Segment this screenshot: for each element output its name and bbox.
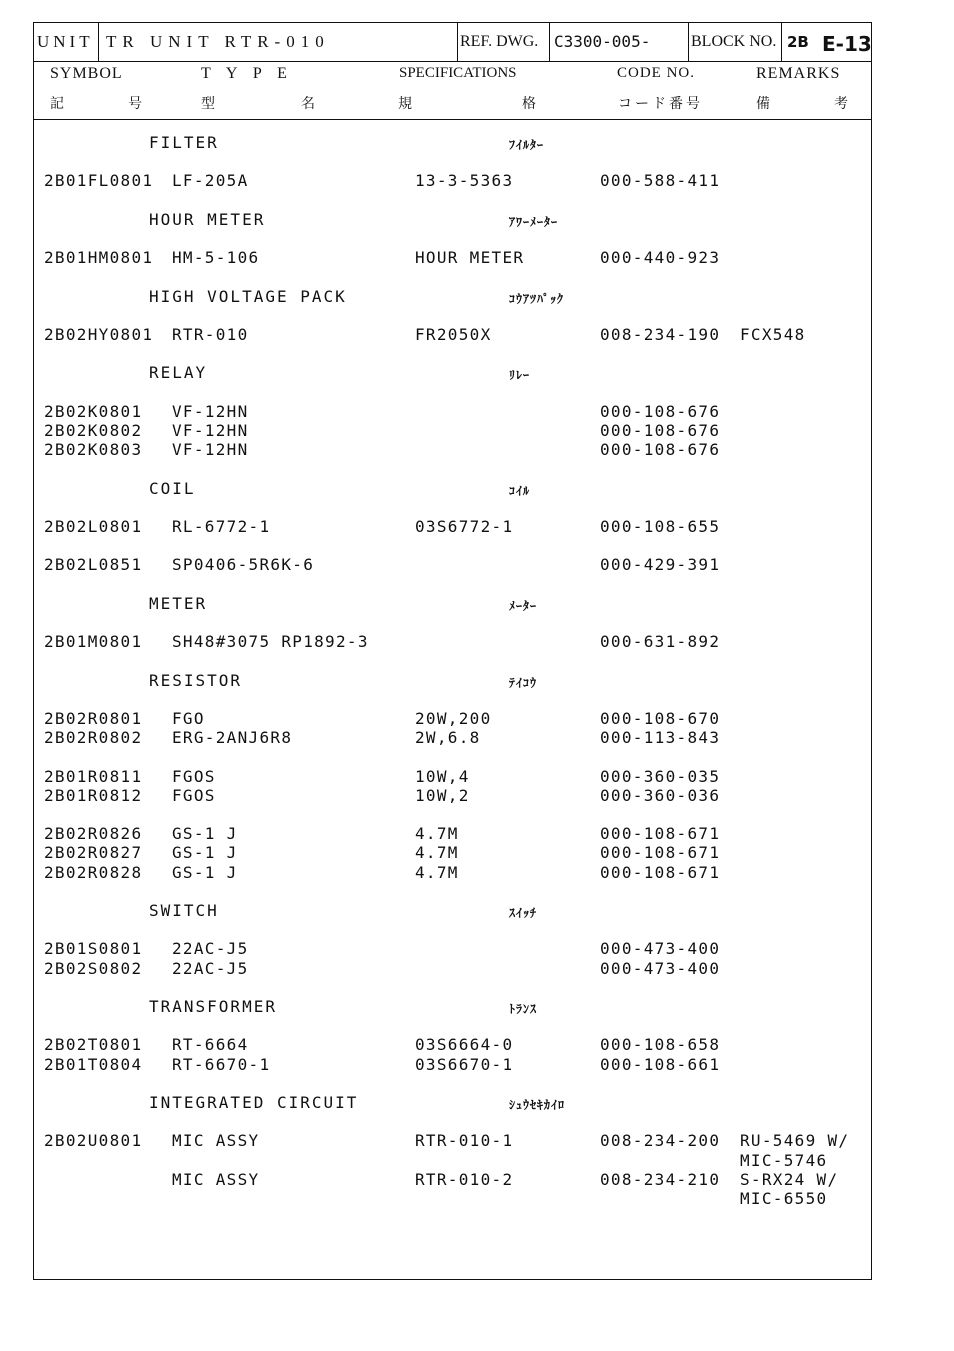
- category-name: RELAY: [149, 363, 208, 383]
- table-row: [34, 517, 871, 537]
- cell-spec: 03S6664-0: [415, 1035, 514, 1055]
- cell-type: MIC ASSY: [172, 1169, 260, 1189]
- category-name: TRANSFORMER: [149, 997, 277, 1016]
- cell-spec: 2W,6.8: [415, 728, 481, 748]
- col-type: T Y P E: [201, 65, 293, 82]
- cell-code: 000-108-671: [600, 824, 721, 844]
- column-headers: [34, 61, 871, 120]
- category-name: INTEGRATED CIRCUIT: [149, 1093, 359, 1112]
- cell-symbol: 2B02K0803: [44, 440, 143, 460]
- table-row: [34, 248, 871, 268]
- table-row: [34, 959, 871, 979]
- category-header: [34, 210, 871, 230]
- ref-dwg-value: C3300-005-: [554, 32, 651, 51]
- cell-type: VF-12HN: [172, 440, 249, 460]
- cell-type: MIC ASSY: [172, 1131, 260, 1151]
- cell-code: 000-108-676: [600, 440, 721, 460]
- category-name: METER: [149, 593, 208, 613]
- block-no-label: BLOCK NO.: [691, 33, 777, 50]
- col-symbol-jp: 号: [128, 96, 142, 112]
- table-row: [34, 555, 871, 575]
- cell-spec: 03S6670-1: [415, 1054, 514, 1074]
- cell-symbol: 2B01HM0801: [44, 248, 154, 268]
- cell-symbol: 2B02S0802: [44, 958, 143, 978]
- cell-type: SH48#3075 RP1892-3: [172, 632, 369, 652]
- cell-code: 000-108-676: [600, 401, 721, 421]
- category-kana: ｱﾜｰﾒｰﾀｰ: [509, 214, 559, 229]
- cell-type: RTR-010: [172, 325, 249, 344]
- col-symbol: SYMBOL: [50, 65, 123, 82]
- divider: [688, 23, 689, 61]
- category-kana: ｼｭｳｾｷｶｲﾛ: [509, 1098, 566, 1112]
- cell-type: HM-5-106: [172, 248, 260, 268]
- cell-code: 000-108-671: [600, 862, 721, 882]
- cell-symbol: 2B02L0801: [44, 517, 143, 536]
- table-row: [34, 1035, 871, 1055]
- cell-symbol: 2B02R0826: [44, 824, 143, 844]
- cell-spec: 4.7M: [415, 862, 459, 882]
- cell-code: 000-108-670: [600, 709, 721, 728]
- category-header: [34, 997, 871, 1017]
- category-header: [34, 1093, 871, 1113]
- block-no-value: 2B: [787, 33, 809, 51]
- cell-type: SP0406-5R6K-6: [172, 555, 315, 575]
- parts-list-sheet: [33, 22, 872, 1280]
- col-symbol-jp: 記: [50, 96, 64, 112]
- cell-type: FGOS: [172, 766, 216, 786]
- cell-type: RT-6664: [172, 1035, 249, 1055]
- cell-code: 000-440-923: [600, 248, 721, 268]
- cell-code: 000-473-400: [600, 958, 721, 978]
- cell-type: 22AC-J5: [172, 939, 249, 959]
- category-kana: ﾘﾚｰ: [509, 368, 531, 383]
- cell-code: 000-113-843: [600, 728, 721, 748]
- cell-code: 000-108-655: [600, 517, 721, 536]
- cell-remarks: S-RX24 W/: [740, 1169, 839, 1189]
- col-code-jp: コード番号: [618, 96, 703, 112]
- category-name: HOUR METER: [149, 209, 266, 229]
- table-row: [34, 325, 871, 345]
- cell-remarks: MIC-5746: [740, 1150, 828, 1170]
- cell-code: 000-473-400: [600, 939, 721, 959]
- cell-remarks: RU-5469 W/: [740, 1131, 850, 1151]
- table-row: [34, 1055, 871, 1075]
- col-spec-jp: 規: [398, 96, 412, 112]
- table-row: [34, 1189, 871, 1209]
- category-kana: ｽｲｯﾁ: [509, 906, 538, 920]
- cell-symbol: 2B01M0801: [44, 632, 143, 652]
- table-row: [34, 421, 871, 441]
- cell-type: LF-205A: [172, 171, 249, 191]
- category-kana: ﾒｰﾀｰ: [509, 598, 538, 613]
- page-id: E-13: [822, 32, 872, 56]
- cell-symbol: 2B01FL0801: [44, 171, 154, 191]
- col-remarks-jp: 考: [834, 96, 848, 112]
- category-header: [34, 671, 871, 691]
- cell-type: GS-1 J: [172, 843, 238, 863]
- divider: [549, 23, 550, 61]
- category-name: COIL: [149, 478, 196, 498]
- table-row: [34, 709, 871, 729]
- category-header: [34, 479, 871, 499]
- table-row: [34, 786, 871, 806]
- cell-code: 008-234-210: [600, 1169, 721, 1189]
- table-row: [34, 440, 871, 460]
- cell-type: RL-6772-1: [172, 517, 271, 536]
- cell-spec: FR2050X: [415, 325, 492, 344]
- col-type-jp: 名: [301, 96, 315, 112]
- col-type-jp: 型: [201, 96, 215, 112]
- cell-type: FGOS: [172, 785, 216, 805]
- col-spec-jp: 格: [522, 96, 536, 112]
- cell-symbol: 2B02R0827: [44, 843, 143, 863]
- col-remarks: REMARKS: [756, 65, 841, 82]
- cell-symbol: 2B01T0804: [44, 1054, 143, 1074]
- category-kana: ｺｳｱﾂﾊﾟｯｸ: [509, 291, 565, 306]
- table-row: [34, 1131, 871, 1151]
- table-row: [34, 863, 871, 883]
- cell-symbol: 2B01R0811: [44, 766, 143, 786]
- cell-spec: 10W,4: [415, 766, 470, 786]
- cell-type: GS-1 J: [172, 824, 238, 844]
- table-row: [34, 402, 871, 422]
- category-header: [34, 133, 871, 153]
- col-specifications: SPECIFICATIONS: [399, 65, 517, 81]
- table-row: [34, 843, 871, 863]
- cell-symbol: 2B02L0851: [44, 555, 143, 575]
- table-row: [34, 171, 871, 191]
- cell-code: 008-234-200: [600, 1131, 721, 1151]
- cell-spec: 03S6772-1: [415, 517, 514, 536]
- cell-symbol: 2B01S0801: [44, 939, 143, 959]
- cell-code: 000-108-661: [600, 1054, 721, 1074]
- cell-code: 000-429-391: [600, 555, 721, 575]
- cell-spec: 10W,2: [415, 785, 470, 805]
- cell-symbol: 2B02U0801: [44, 1131, 143, 1151]
- cell-code: 000-588-411: [600, 171, 721, 191]
- cell-symbol: 2B02K0801: [44, 401, 143, 421]
- cell-code: 000-108-658: [600, 1035, 721, 1055]
- table-row: [34, 1170, 871, 1190]
- cell-type: GS-1 J: [172, 862, 238, 882]
- cell-spec: RTR-010-1: [415, 1131, 514, 1151]
- cell-type: ERG-2ANJ6R8: [172, 728, 293, 748]
- cell-type: 22AC-J5: [172, 958, 249, 978]
- cell-type: VF-12HN: [172, 401, 249, 421]
- category-header: [34, 901, 871, 921]
- col-code-no: CODE NO.: [617, 65, 695, 81]
- cell-spec: 20W,200: [415, 709, 492, 728]
- cell-symbol: 2B02R0802: [44, 728, 143, 748]
- category-name: HIGH VOLTAGE PACK: [149, 286, 347, 306]
- ref-dwg-label: REF. DWG.: [460, 33, 539, 50]
- category-header: [34, 363, 871, 383]
- cell-spec: 13-3-5363: [415, 171, 514, 191]
- divider: [457, 23, 458, 61]
- table-row: [34, 939, 871, 959]
- category-header: [34, 287, 871, 307]
- col-remarks-jp: 備: [756, 96, 770, 112]
- table-row: [34, 824, 871, 844]
- cell-code: 000-360-036: [600, 785, 721, 805]
- category-kana: ﾄﾗﾝｽ: [509, 1002, 538, 1016]
- cell-code: 000-108-676: [600, 421, 721, 440]
- cell-symbol: 2B01R0812: [44, 785, 143, 805]
- cell-code: 000-360-035: [600, 766, 721, 786]
- cell-code: 008-234-190: [600, 325, 721, 344]
- cell-type: RT-6670-1: [172, 1054, 271, 1074]
- table-row: [34, 632, 871, 652]
- category-name: FILTER: [149, 133, 219, 152]
- cell-type: FGO: [172, 709, 205, 728]
- cell-symbol: 2B02K0802: [44, 421, 143, 440]
- cell-symbol: 2B02R0801: [44, 709, 143, 728]
- title-block: [34, 23, 871, 62]
- category-kana: ﾃｲｺｳ: [509, 675, 538, 690]
- table-row: [34, 1151, 871, 1171]
- cell-code: 000-631-892: [600, 632, 721, 652]
- category-kana: ﾌｲﾙﾀｰ: [509, 138, 545, 152]
- divider: [781, 23, 782, 61]
- divider: [98, 23, 99, 61]
- category-name: SWITCH: [149, 901, 219, 920]
- cell-symbol: 2B02HY0801: [44, 325, 154, 344]
- table-row: [34, 728, 871, 748]
- cell-code: 000-108-671: [600, 843, 721, 863]
- cell-type: VF-12HN: [172, 421, 249, 440]
- cell-symbol: 2B02R0828: [44, 862, 143, 882]
- category-header: [34, 594, 871, 614]
- cell-remarks: FCX548: [740, 325, 806, 344]
- cell-remarks: MIC-6550: [740, 1189, 828, 1208]
- unit-label: UNIT: [37, 32, 94, 51]
- cell-spec: 4.7M: [415, 824, 459, 844]
- table-row: [34, 767, 871, 787]
- cell-spec: 4.7M: [415, 843, 459, 863]
- cell-symbol: 2B02T0801: [44, 1035, 143, 1055]
- cell-spec: RTR-010-2: [415, 1169, 514, 1189]
- cell-spec: HOUR METER: [415, 248, 525, 268]
- category-kana: ｺｲﾙ: [509, 483, 531, 498]
- unit-name: TR UNIT RTR-010: [106, 32, 330, 51]
- category-name: RESISTOR: [149, 670, 243, 690]
